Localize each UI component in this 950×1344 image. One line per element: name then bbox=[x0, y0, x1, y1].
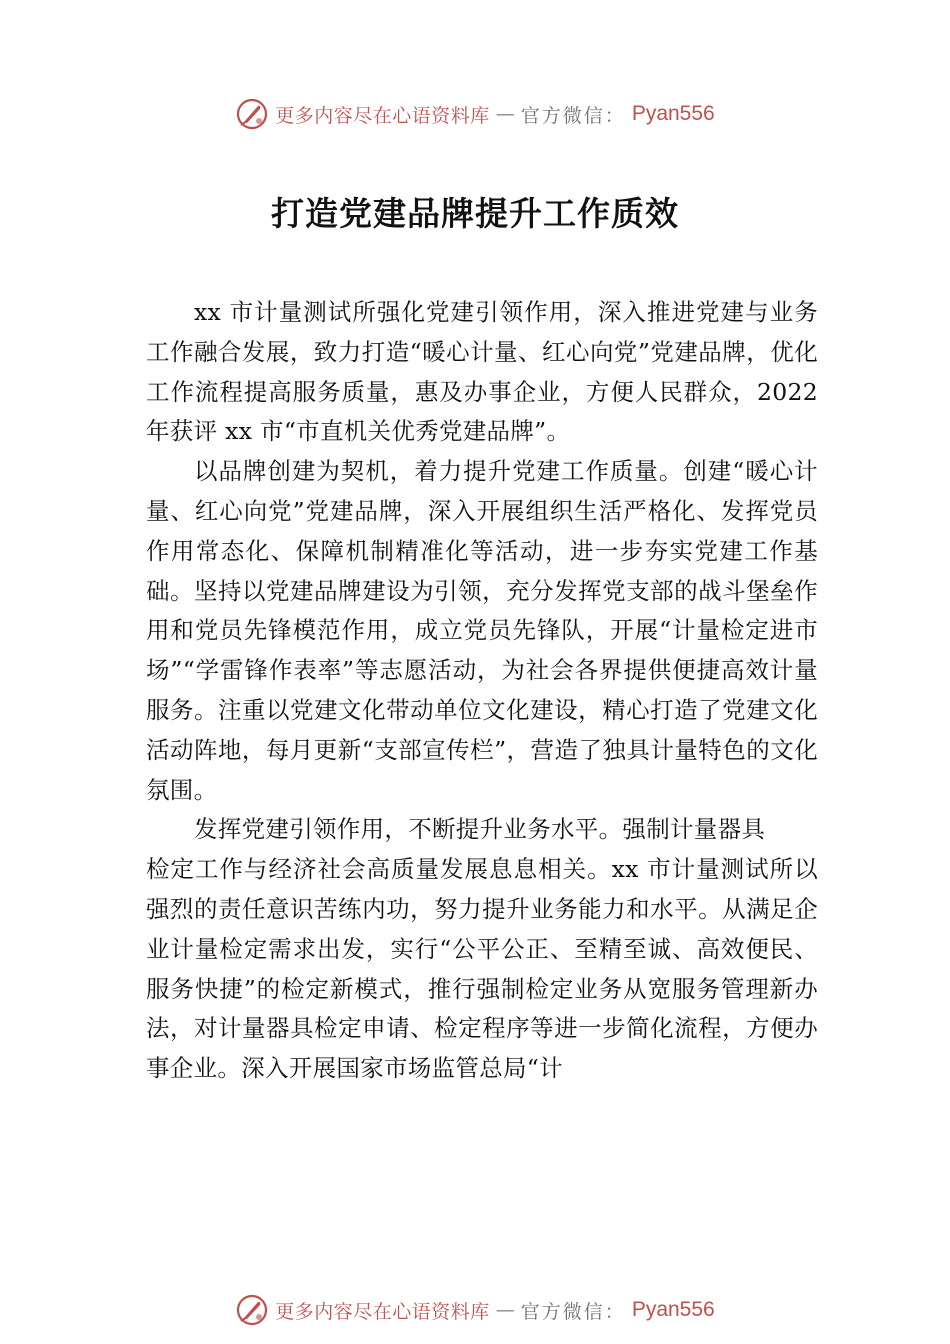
header-watermark bbox=[0, 94, 950, 134]
document-body bbox=[146, 293, 818, 1089]
watermark-wechat-label: 官方微信： bbox=[520, 1300, 626, 1323]
quill-logo-icon bbox=[235, 97, 269, 131]
footer-watermark bbox=[0, 1290, 950, 1330]
body-paragraph-4: 检定工作与经济社会高质量发展息息相关。xx 市计量测试所以强烈的责任意识苦练内功，努力提升业务能力和水平。从满足企业计量检定需求出发，实行“公平公正、至精至诚、高效便民、服务快捷”的检定新模式，推行强制检定业务从宽服务管理新办法，对计量器具检定申请、检定程序等进一步简化流程，方便办事企业。深入开展国家市场监管总局“计 bbox=[146, 855, 818, 1083]
body-paragraph-2: 以品牌创建为契机，着力提升党建工作质量。创建“暖心计量、红心向党”党建品牌，深入开展组织生活严格化、发挥党员作用常态化、保障机制精准化等活动，进一步夯实党建工作基础。坚持以党建品牌建设为引领，充分发挥党支部的战斗堡垒作用和党员先锋模范作用，成立党员先锋队，开展“计量检定进市场”“学雷锋作表率”等志愿活动，为社会各界提供便捷高效计量服务。注重以党建文化带动单位文化建设，精心打造了党建文化活动阵地，每月更新“支部宣传栏”，营造了独具计量特色的文化氛围。 bbox=[146, 457, 818, 804]
document-title: 打造党建品牌提升工作质效 bbox=[271, 194, 679, 233]
watermark-wechat-id: Pyan556 bbox=[631, 102, 715, 125]
watermark-brand-text: 更多内容尽在心语资料库 bbox=[275, 104, 490, 127]
watermark-wechat-id: Pyan556 bbox=[631, 1298, 715, 1321]
watermark-dash: — bbox=[495, 1299, 515, 1321]
watermark-brand-text: 更多内容尽在心语资料库 bbox=[275, 1300, 490, 1323]
body-paragraph-3: 发挥党建引领作用，不断提升业务水平。强制计量器具 bbox=[194, 815, 766, 844]
quill-logo-icon bbox=[235, 1293, 269, 1327]
body-paragraph-1: xx 市计量测试所强化党建引领作用，深入推进党建与业务工作融合发展，致力打造“暖心计量、红心向党”党建品牌，优化工作流程提高服务质量，惠及办事企业，方便人民群众，2022 年获评 xx 市“市直机关优秀党建品牌”。 bbox=[146, 298, 818, 446]
watermark-dash: — bbox=[495, 103, 515, 125]
watermark-wechat-label: 官方微信： bbox=[520, 104, 626, 127]
